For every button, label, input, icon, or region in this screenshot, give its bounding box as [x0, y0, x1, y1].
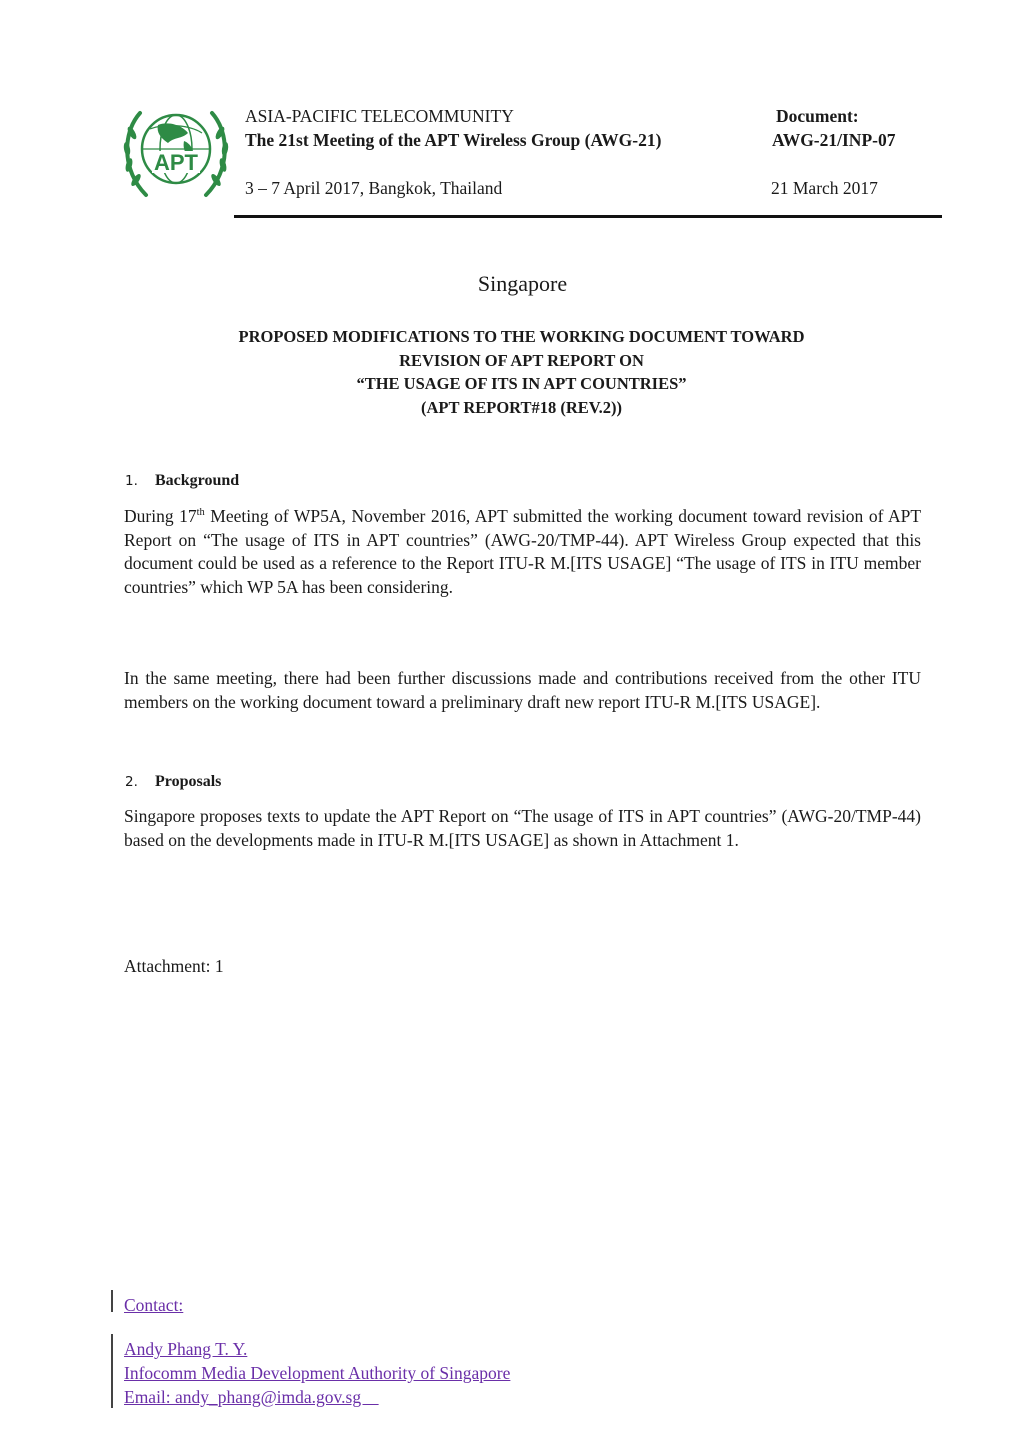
- title-line: “THE USAGE OF ITS IN APT COUNTRIES”: [356, 374, 687, 393]
- document-label: Document:: [776, 106, 859, 126]
- source-country: Singapore: [477, 271, 568, 296]
- contact-label[interactable]: Contact:: [124, 1295, 184, 1315]
- attachment-note: Attachment: 1: [124, 956, 224, 976]
- contact-name[interactable]: Andy Phang T. Y.: [124, 1339, 248, 1359]
- document-number: AWG-21/INP-07: [772, 130, 896, 150]
- contact-change-bar: [111, 1334, 113, 1408]
- section-title: Proposals: [155, 773, 222, 790]
- title-line: REVISION OF APT REPORT ON: [399, 350, 644, 370]
- proposals-paragraph: Singapore proposes texts to update the APT Report on “The usage of ITS in APT countries” (AWG-20/TMP-44) based on the developments made in ITU-R M.[ITS USAGE] as shown in Attachment 1.: [124, 806, 921, 850]
- section-heading-proposals: [125, 773, 221, 791]
- header-divider: [234, 215, 942, 218]
- document-date: 21 March 2017: [771, 178, 878, 198]
- meeting-venue: 3 – 7 April 2017, Bangkok, Thailand: [245, 178, 503, 198]
- section-number: 2.: [125, 774, 138, 790]
- meeting-title: The 21st Meeting of the APT Wireless Group (AWG-21): [245, 130, 662, 150]
- title-line: (APT REPORT#18 (REV.2)): [421, 397, 622, 417]
- organization-name: ASIA-PACIFIC TELECOMMUNITY: [245, 106, 514, 126]
- contact-change-bar: [111, 1290, 113, 1312]
- title-line: PROPOSED MODIFICATIONS TO THE WORKING DOCUMENT TOWARD: [238, 327, 805, 346]
- contact-organization[interactable]: Infocomm Media Development Authority of Singapore: [124, 1363, 511, 1383]
- document-title: [150, 325, 893, 419]
- apt-logo: [120, 103, 232, 201]
- logo-text: APT: [154, 150, 198, 175]
- section-title: Background: [155, 472, 240, 489]
- background-paragraph-1: During 17th Meeting of WP5A, November 2016, APT submitted the working document toward revision of APT Report on “The usage of ITS in APT countries” (AWG-20/TMP-44). APT Wireless Group expected that this document could be used as a reference to the Report ITU-R M.[ITS USAGE] “The usage of ITS in ITU member countries” which WP 5A has been considering.: [124, 506, 922, 597]
- contact-email-link[interactable]: Email: andy_phang@imda.gov.sg: [124, 1387, 379, 1407]
- section-heading-background: [125, 472, 239, 490]
- background-paragraph-2: In the same meeting, there had been further discussions made and contributions received from the other ITU members on the working document toward a preliminary draft new report ITU-R M.[ITS USAGE].: [124, 668, 921, 712]
- section-number: 1.: [125, 473, 138, 489]
